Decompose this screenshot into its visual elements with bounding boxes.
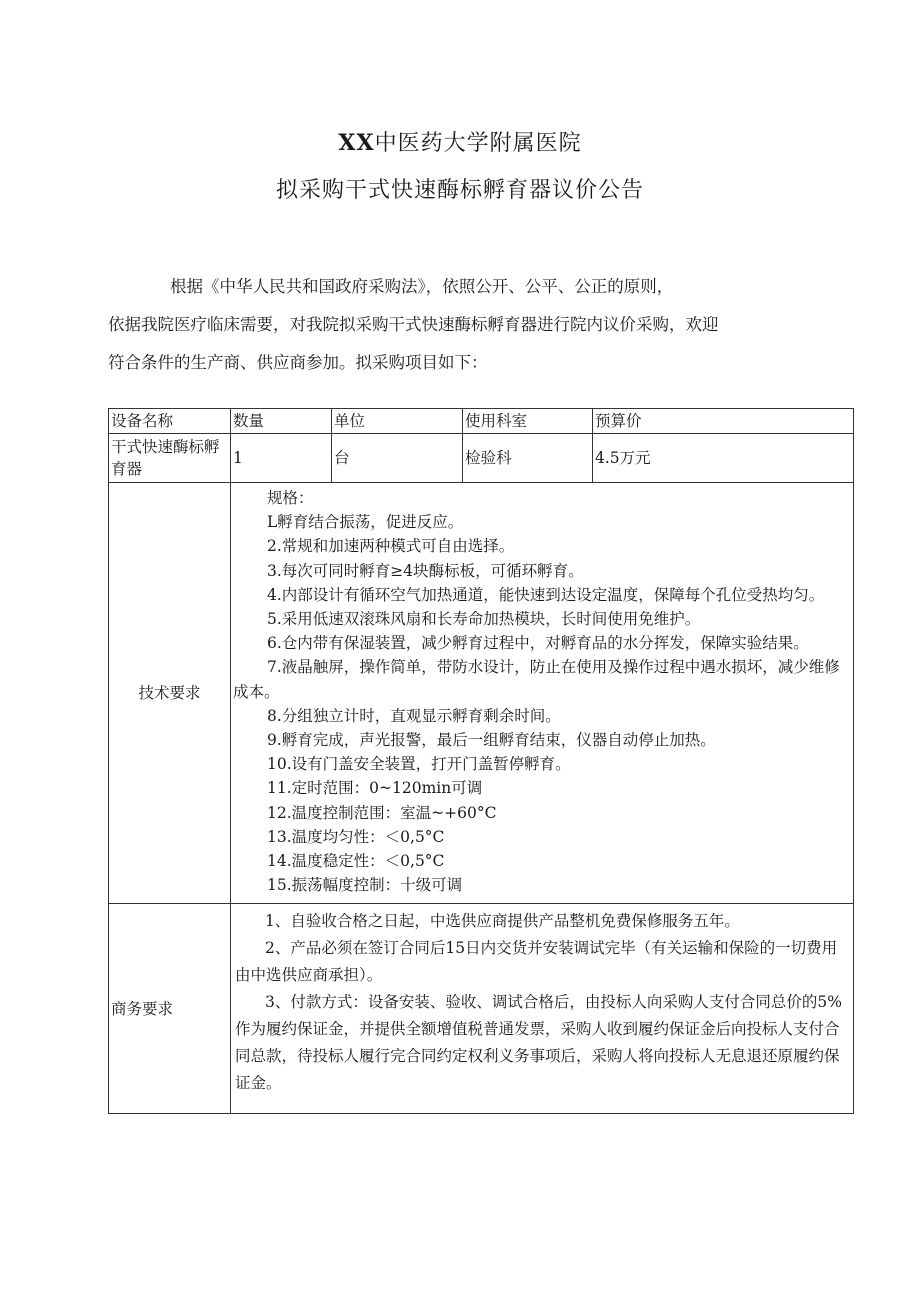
tech-item: 12.温度控制范围：室温~+60°C xyxy=(267,803,497,822)
tech-item: 13.温度均匀性：＜0,5°C xyxy=(267,827,445,846)
tech-item: 8.分组独立计时，直观显示孵育剩余时间。 xyxy=(267,706,561,725)
intro-line-2: 依据我院医疗临床需要，对我院拟采购干式快速酶标孵育器进行院内议价采购，欢迎 xyxy=(108,315,719,334)
header-cell-quantity: 数量 xyxy=(231,409,332,434)
cell-quantity: 1 xyxy=(231,434,332,483)
header-cell-budget: 预算价 xyxy=(593,409,854,434)
header-cell-department: 使用科室 xyxy=(463,409,593,434)
notice-title: 拟采购干式快速酶标孵育器议价公告 xyxy=(275,178,644,203)
header-cell-name: 设备名称 xyxy=(109,409,231,434)
hospital-title-prefix: XX xyxy=(338,130,375,156)
business-requirements-cell xyxy=(231,904,854,1114)
tech-item: 9.孵育完成，声光报警，最后一组孵育结束，仪器自动停止加热。 xyxy=(267,731,716,750)
business-item: 1、自验收合格之日起，中选供应商提供产品整机免费保修服务五年。 xyxy=(265,912,740,931)
cell-budget: 4.5万元 xyxy=(593,434,854,483)
business-requirements-row xyxy=(109,904,854,1114)
tech-item: 规格： xyxy=(267,489,314,507)
cell-department: 检验科 xyxy=(463,434,593,483)
business-item: 3、付款方式：设备安装、验收、调试合格后，由投标人向采购人支付合同总价的5%作为履约保证金，并提供全额增值税普通发票，采购人收到履约保证金后向投标人支付合同总款，待投标人履行完合同约定权利义务事项后，采购人将向投标人无息退还原履约保证金。 xyxy=(235,993,842,1093)
tech-requirements-row xyxy=(109,483,854,904)
tech-item: 2.常规和加速两种模式可自由选择。 xyxy=(267,537,515,556)
tech-requirements-label: 技术要求 xyxy=(109,483,231,904)
business-requirements-label: 商务要求 xyxy=(109,904,231,1114)
tech-item: 11.定时范围：0~120min可调 xyxy=(267,779,483,798)
business-requirements-list xyxy=(233,904,851,1113)
tech-item: 14.温度稳定性：＜0,5°C xyxy=(267,852,445,871)
tech-requirements-cell xyxy=(231,483,854,904)
header-cell-unit: 单位 xyxy=(332,409,463,434)
tech-item: 4.内部设计有循环空气加热通道，能快速到达设定温度，保障每个孔位受热均匀。 xyxy=(267,585,825,604)
intro-paragraph xyxy=(108,268,858,382)
hospital-title-name: 中医药大学附属医院 xyxy=(374,131,582,156)
hospital-title xyxy=(0,126,920,157)
tech-item: 10.设有门盖安全装置，打开门盖暂停孵育。 xyxy=(267,755,571,774)
tech-item: 3.每次可同时孵育≥4块酶标板，可循环孵育。 xyxy=(267,561,584,580)
intro-line-1: 根据《中华人民共和国政府采购法》，依照公开、公平、公正的原则， xyxy=(170,277,674,296)
business-item: 2、产品必须在签订合同后15日内交货并安装调试完毕（有关运输和保险的一切费用由中选供应商承担）。 xyxy=(235,939,838,985)
tech-item: 15.振荡幅度控制：十级可调 xyxy=(267,876,463,895)
cell-unit: 台 xyxy=(332,434,463,483)
tech-item: 7.液晶触屏，操作简单，带防水设计，防止在使用及操作过程中遇水损坏，减少维修成本。 xyxy=(233,658,840,701)
cell-equipment-name: 干式快速酶标孵育器 xyxy=(109,434,231,483)
tech-requirements-list xyxy=(233,483,851,903)
procurement-table xyxy=(108,408,854,1114)
tech-item: L孵育结合振荡，促进反应。 xyxy=(267,513,464,532)
tech-item: 6.仓内带有保湿装置，减少孵育过程中，对孵育品的水分挥发，保障实验结果。 xyxy=(267,634,809,653)
table-row xyxy=(109,434,854,483)
tech-item: 5.采用低速双滚珠风扇和长寿命加热模块，长时间使用免维护。 xyxy=(267,610,701,629)
table-header-row xyxy=(109,409,854,434)
intro-line-3: 符合条件的生产商、供应商参加。拟采购项目如下： xyxy=(108,353,488,372)
